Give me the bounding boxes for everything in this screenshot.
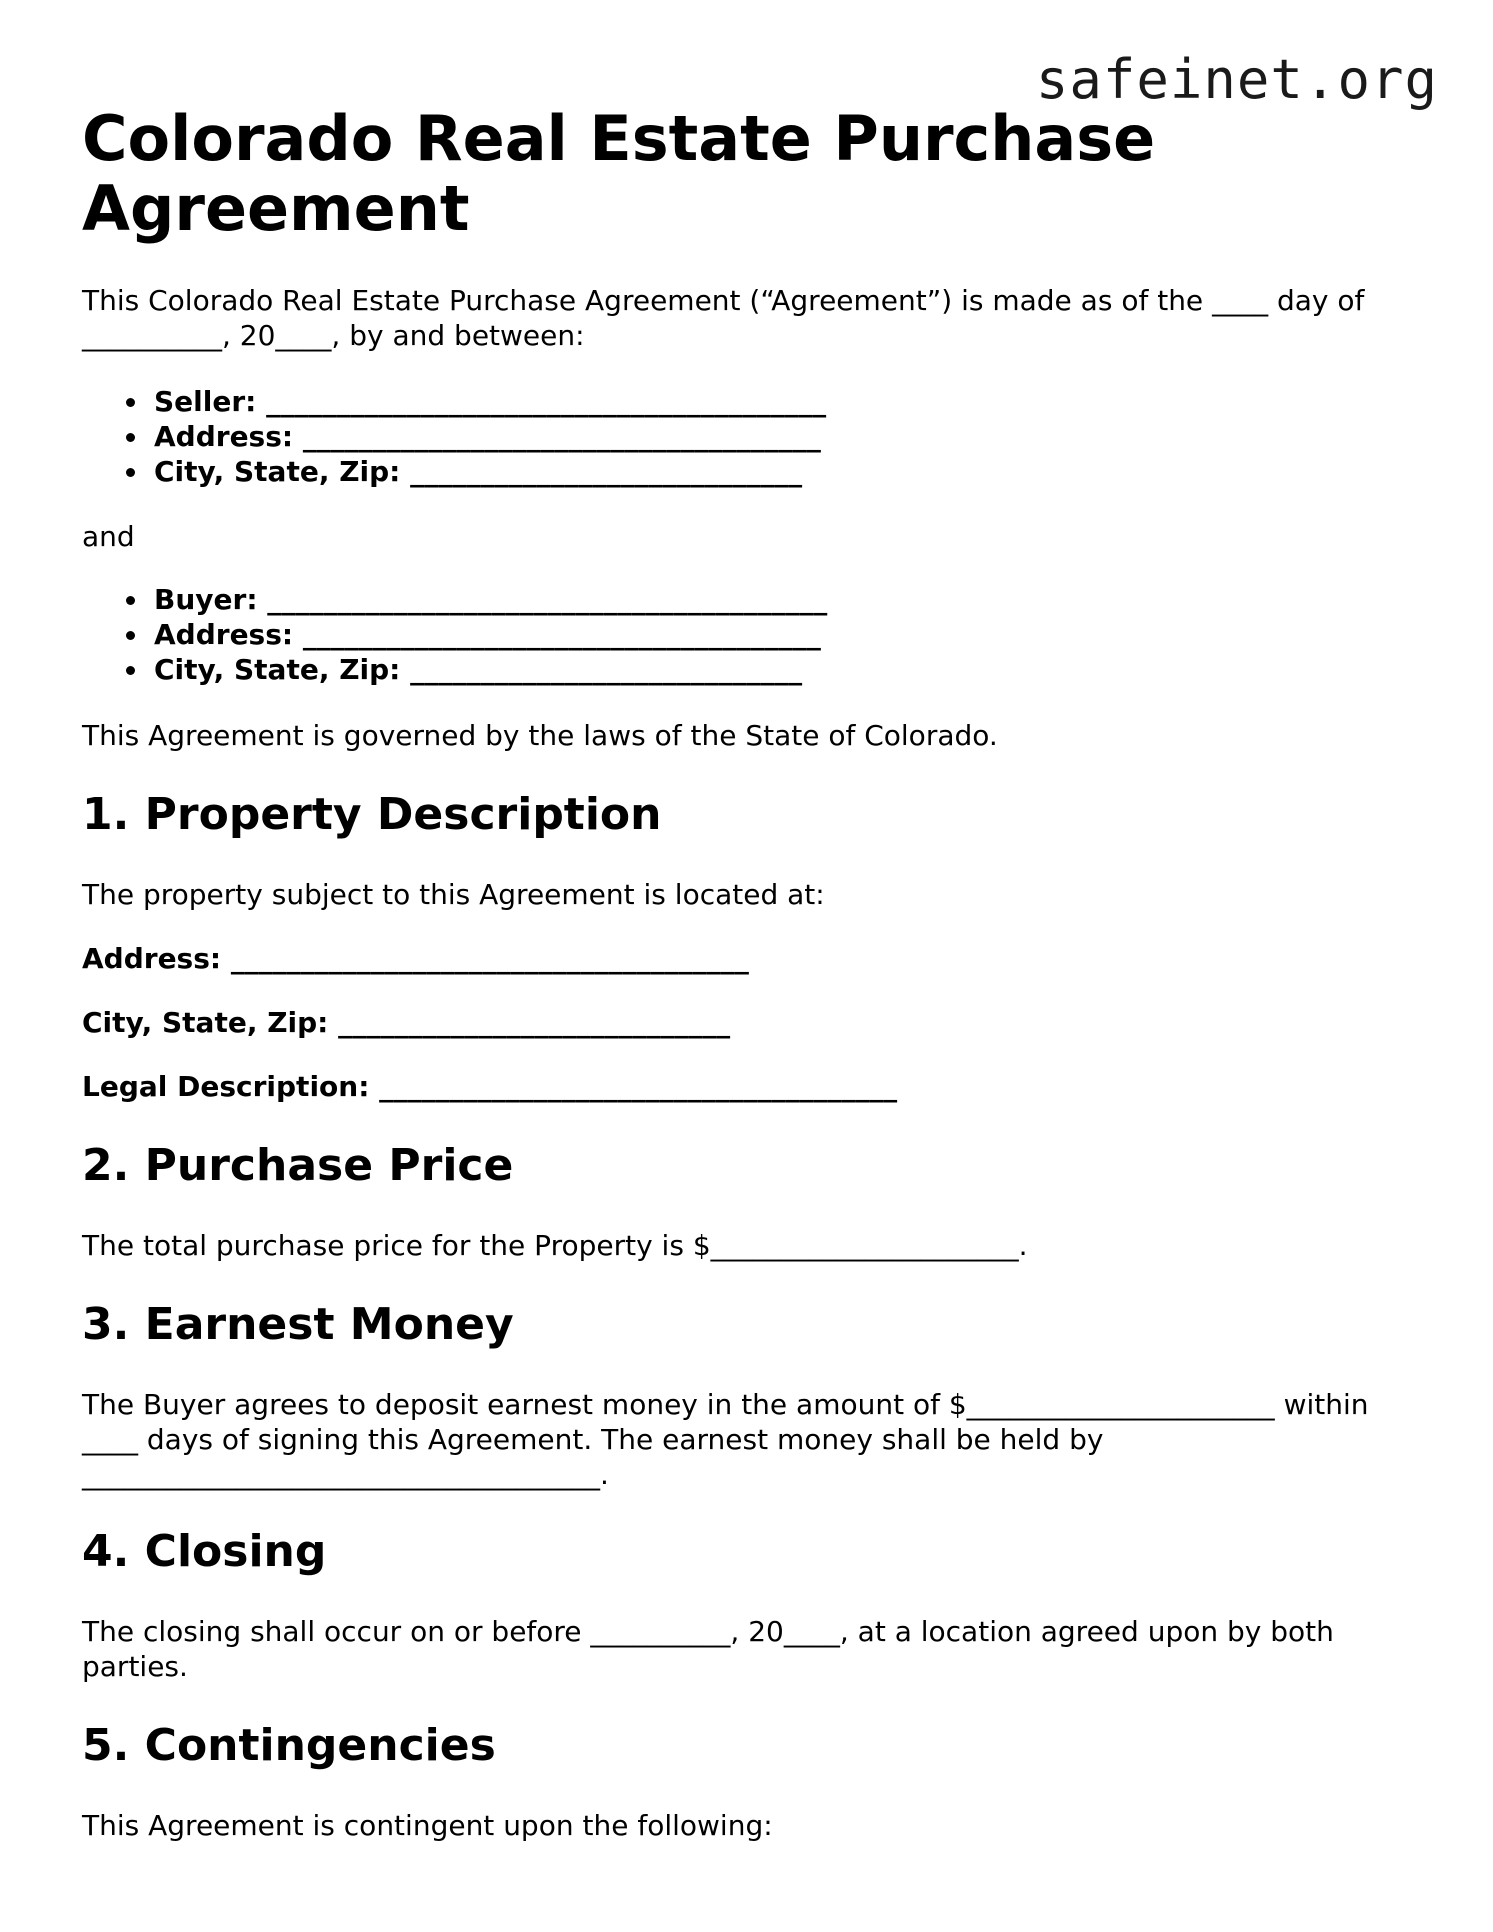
governing-law-text: This Agreement is governed by the laws of the State of Colorado. [82,719,998,752]
buyer-list [82,582,827,687]
contingencies-text: This Agreement is contingent upon the following: [82,1809,773,1842]
seller-city-item: City, State, Zip: ____________________________ [154,454,826,489]
watermark: safeinet.org [1035,48,1438,111]
buyer-item: Buyer: ________________________________________ [154,583,828,616]
section-heading-price: 2. Purchase Price [82,1140,514,1191]
section-heading-contingencies: 5. Contingencies [82,1720,496,1771]
seller-address-item: Address: _____________________________________ [154,419,826,454]
intro-paragraph: This Colorado Real Estate Purchase Agreement (“Agreement”) is made as of the ____ day of __________, 20____, by and between: [82,284,1365,352]
property-city-field: City, State, Zip: ____________________________ [82,1006,731,1039]
price-text: The total purchase price for the Property is $______________________. [82,1229,1028,1262]
buyer-city-item: City, State, Zip: ____________________________ [154,652,827,687]
section-heading-property: 1. Property Description [82,789,662,840]
property-intro: The property subject to this Agreement is located at: [82,878,825,911]
earnest-text: The Buyer agrees to deposit earnest money in the amount of $______________________ within ____ days of signing this Agreement. The earnest money shall be held by _____________________________________. [82,1388,1369,1491]
seller-item: Seller: ________________________________________ [154,385,827,418]
seller-list [82,384,826,489]
section-heading-closing: 4. Closing [82,1526,327,1577]
property-address-field: Address: _____________________________________ [82,942,749,975]
and-text: and [82,520,135,553]
closing-text: The closing shall occur on or before __________, 20____, at a location agreed upon by both parties. [82,1615,1334,1683]
buyer-address-item: Address: _____________________________________ [154,617,827,652]
property-legal-field: Legal Description: _____________________________________ [82,1070,898,1103]
document-title: Colorado Real Estate Purchase Agreement [82,102,1156,245]
section-heading-earnest: 3. Earnest Money [82,1299,514,1350]
